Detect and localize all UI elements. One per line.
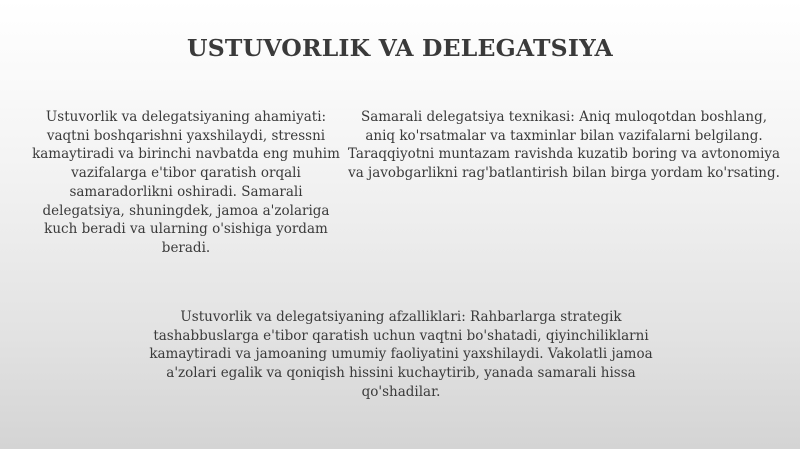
benefits-text-block: Ustuvorlik va delegatsiyaning afzalliklari: Rahbarlarga strategik tashabbuslarga e'tibor qaratish uchun vaqtni bo'shatadi, qiyinchiliklarni kamaytiradi va jamoaning umumiy faoliyatini yaxshilaydi. Vakolatli jamoa a'zolari egalik va qoniqish hissini kuchaytirib, yanada samarali hissa qo'shadilar. — [149, 309, 653, 400]
techniques-text-block: Samarali delegatsiya texnikasi: Aniq muloqotdan boshlang, aniq ko'rsatmalar va taxminlar bilan vazifalarni belgilang. Taraqqiyotni muntazam ravishda kuzatib boring va avtonomiya va javobgarlikni rag'batlantirish bilan birga yordam ko'rsating. — [347, 109, 781, 182]
importance-text-block: Ustuvorlik va delegatsiyaning ahamiyati: vaqtni boshqarishni yaxshilaydi, stressni kamaytiradi va birinchi navbatda eng muhim vazifalarga e'tibor qaratish orqali samaradorlikni oshiradi. Samarali delegatsiya, shuningdek, jamoa a'zolariga kuch beradi va ularning o'sishiga yordam beradi. — [32, 109, 340, 256]
slide-title: USTUVORLIK VA DELEGATSIYA — [187, 34, 613, 62]
